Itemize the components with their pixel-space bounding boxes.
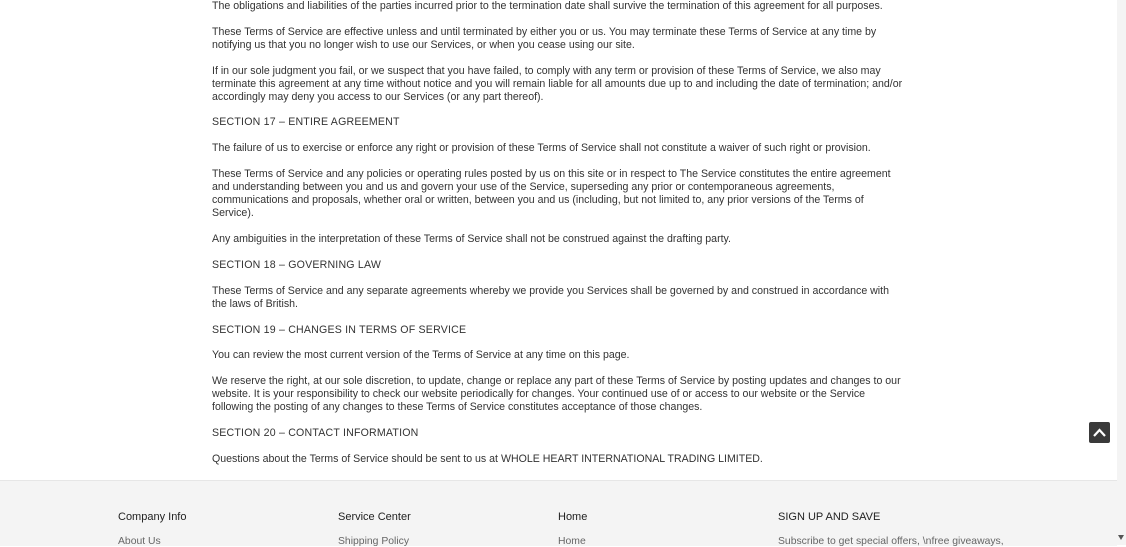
terms-content (212, 0, 906, 466)
paragraph-termination: These Terms of Service are effective unless and until terminated by either you or us. You may terminate these Terms of Service at any time by notifying us that you no longer wish to use our Services, or when you cease using our site. (212, 25, 877, 51)
site-footer (0, 480, 1117, 546)
footer-home (558, 511, 587, 547)
section-20-heading: SECTION 20 – CONTACT INFORMATION (212, 427, 419, 440)
footer-home-title: Home (558, 511, 588, 523)
paragraph-changes: We reserve the right, at our sole discretion, to update, change or replace any part of these Terms of Service by posting updates and changes to our website. It is your responsibility to check our website periodically for changes. Your continued use of or access to our website or the Service following the posting of any changes to these Terms of Service constitutes acceptance of those changes. (212, 375, 901, 414)
section-18-heading: SECTION 18 – GOVERNING LAW (212, 258, 382, 271)
arrow-down-icon[interactable] (1118, 535, 1124, 540)
paragraph-contact: Questions about the Terms of Service should be sent to us at WHOLE HEART INTERNATIONAL TRADING LIMITED. (212, 452, 763, 465)
paragraph-obligations: The obligations and liabilities of the parties incurred prior to the termination date shall survive the termination of this agreement for all purposes. (212, 0, 883, 12)
paragraph-failure-to-comply: If in our sole judgment you fail, or we suspect that you have failed, to comply with any term or provision of these Terms of Service, we also may terminate this agreement at any time without notice and you will remain liable for all amounts due up to and including the date of termination; and/or accordingly may deny you access to our Services (or any part thereof). (212, 64, 903, 103)
footer-service-center-title: Service Center (338, 511, 411, 523)
paragraph-review: You can review the most current version of the Terms of Service at any time on this page. (212, 349, 630, 362)
section-17-heading: SECTION 17 – ENTIRE AGREEMENT (212, 116, 400, 129)
paragraph-waiver: The failure of us to exercise or enforce any right or provision of these Terms of Service shall not constitute a waiver of such right or provision. (212, 142, 871, 155)
paragraph-ambiguities: Any ambiguities in the interpretation of these Terms of Service shall not be construed against the drafting party. (212, 232, 731, 245)
footer-sign-up-title: SIGN UP AND SAVE (778, 511, 881, 523)
footer-company-info-title: Company Info (118, 511, 187, 523)
paragraph-governing-law: These Terms of Service and any separate agreements whereby we provide you Services shall be governed by and construed in accordance with the laws of British. (212, 284, 890, 310)
chevron-up-icon (1092, 426, 1107, 439)
back-to-top-button[interactable] (1089, 422, 1110, 443)
paragraph-entire-agreement: These Terms of Service and any policies or operating rules posted by us on this site or in respect to The Service constitutes the entire agreement and understanding between you and us and govern your use of the Service, superseding any prior or contemporaneous agreements, communications and proposals, whether oral or written, between you and us (including, but not limited to, any prior versions of the Terms of Service). (212, 168, 891, 219)
footer-home-link[interactable]: Home (558, 536, 586, 547)
footer-sign-up-text: Subscribe to get special offers, \nfree giveaways, (778, 536, 1004, 547)
footer-service-center (338, 511, 411, 547)
section-19-heading: SECTION 19 – CHANGES IN TERMS OF SERVICE (212, 323, 467, 336)
footer-shipping-policy-link[interactable]: Shipping Policy (338, 536, 410, 547)
footer-about-us-link[interactable]: About Us (118, 536, 161, 547)
footer-sign-up (778, 511, 1004, 547)
footer-company-info (118, 511, 186, 547)
page-scrollbar[interactable] (1117, 0, 1126, 545)
